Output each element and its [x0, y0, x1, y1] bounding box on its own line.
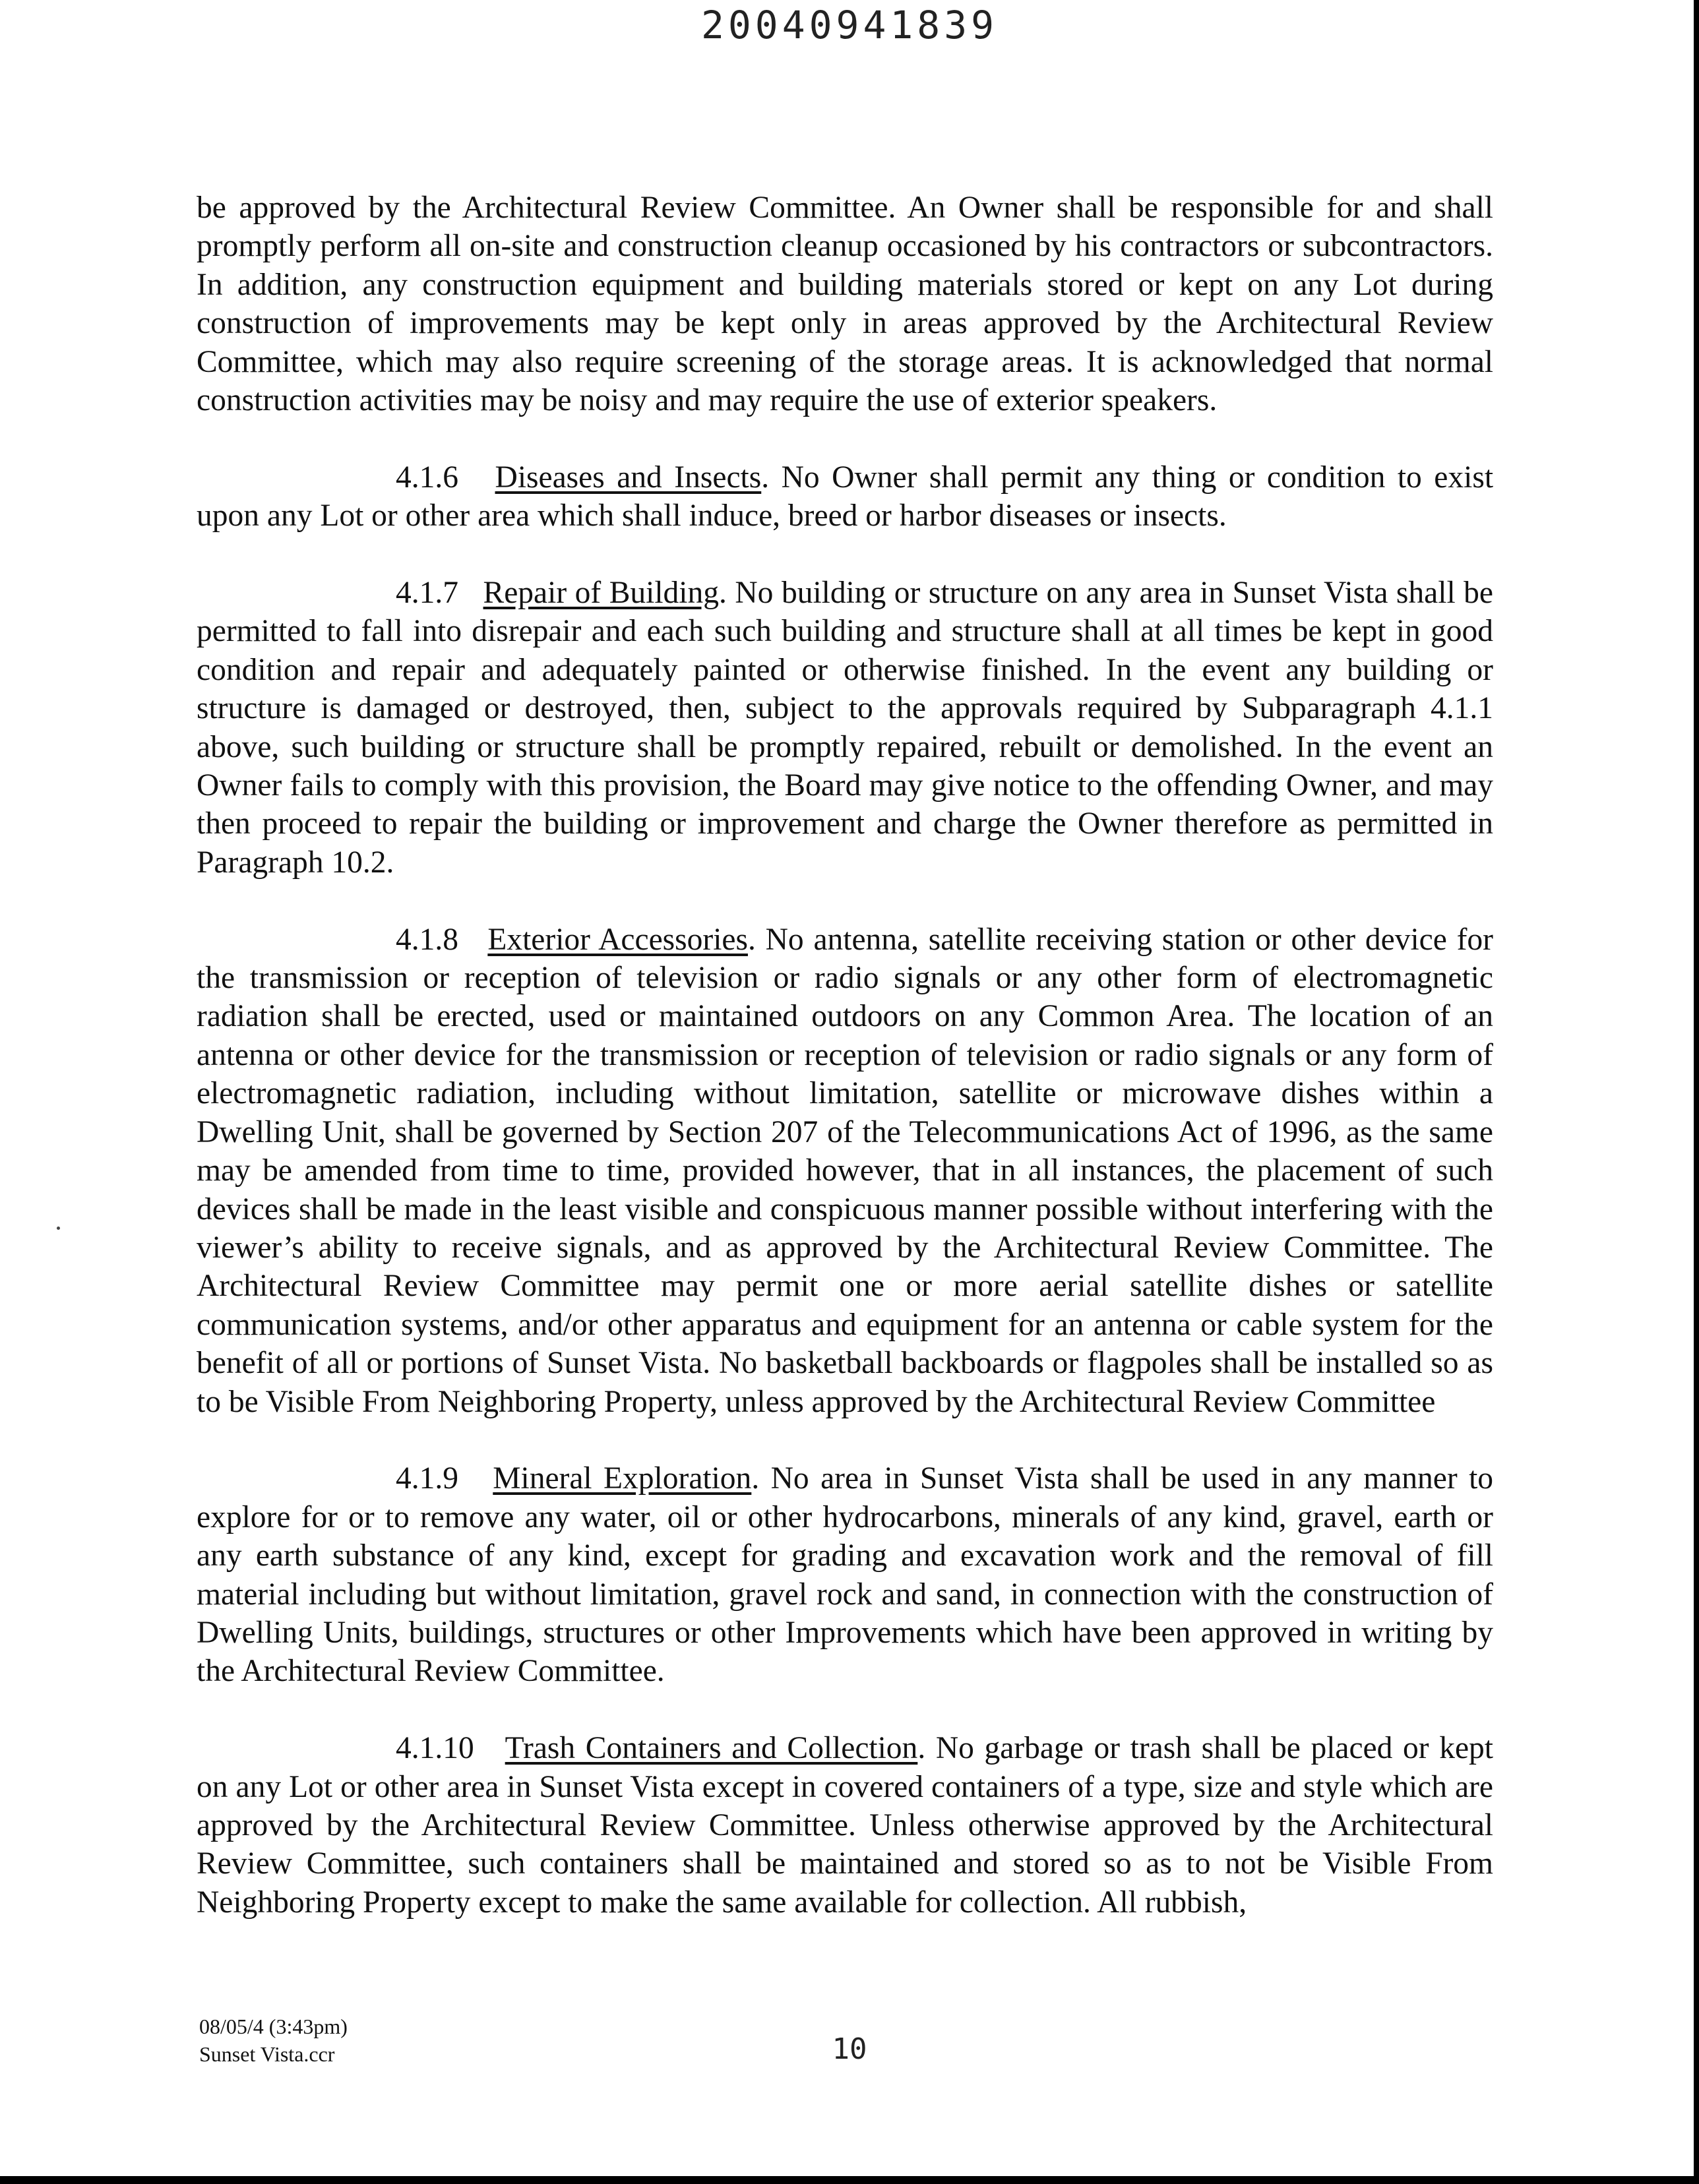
scan-edge-bottom — [0, 2176, 1699, 2184]
paragraph-text: . No area in Sunset Vista shall be used in any manner to explore for or to remove any water, oil or other hydrocarbons, minerals of any kind, gravel, earth or any earth substance of any kind, except for grading and excavation work and the removal of fill material including but without limitation, gravel rock and sand, in connection with the construction of Dwelling Units, buildings, structures or other Improvements which have been approved in writing by the Architectural Review Committee. — [197, 1461, 1494, 1689]
section-4-1-7 — [197, 574, 1493, 882]
section-heading: Exterior Accessories — [487, 922, 748, 957]
footer-filename: Sunset Vista.ccr — [199, 2042, 335, 2066]
paragraph-text: be approved by the Architectural Review Committee. An Owner shall be responsible for and shall promptly perform all on-site and construction cleanup occasioned by his contractors or subcontractors. In addition, any construction equipment and building materials stored or kept on any Lot during construction of improvements may be kept only in areas approved by the Architectural Review Committee, which may also require screening of the storage areas. It is acknowledged that normal construction activities may be noisy and may require the use of exterior speakers. — [197, 191, 1493, 418]
section-number: 4.1.6 — [396, 460, 458, 495]
paragraph-text: . No antenna, satellite receiving station or other device for the transmission or reception of television or radio signals or any other form of electromagnetic radiation shall be erected, used or maintained outdoors on any Common Area. The location of an antenna or other device for the transmission or reception of television or radio signals or any form of electromagnetic radiation, including without limitation, satellite or microwave dishes within a Dwelling Unit, shall be governed by Section 207 of the Telecommunications Act of 1996, as the same may be amended from time to time, provided however, that in all instances, the placement of such devices shall be made in the least visible and conspicuous manner possible without interfering with the viewer’s ability to receive signals, and as approved by the Architectural Review Committee. The Architectural Review Committee may permit one or more aerial satellite dishes or satellite communication systems, and/or other apparatus and equipment for an antenna or cable system for the benefit of all or portions of Sunset Vista. No basketball backboards or flagpoles shall be installed so as to be Visible From Neighboring Property, unless approved by the Architectural Review Committee — [197, 922, 1493, 1419]
document-number: 20040941839 — [700, 3, 999, 47]
section-heading: Trash Containers and Collection — [505, 1731, 918, 1766]
paragraph-text: . No Owner shall permit any thing or condition to exist upon any Lot or other area which shall induce, breed or harbor diseases or insects. — [197, 460, 1494, 533]
section-heading: Diseases and Insects — [495, 460, 762, 495]
section-number: 4.1.10 — [396, 1731, 474, 1766]
section-number: 4.1.8 — [396, 922, 458, 957]
section-4-1-10 — [197, 1729, 1493, 1922]
section-number: 4.1.9 — [396, 1461, 458, 1496]
paragraph-text: . No building or structure on any area in Sunset Vista shall be permitted to fall into disrepair and each such building and structure shall at all times be kept in good condition and repair and adequately painted or otherwise finished. In the event any building or structure is damaged or destroyed, then, subject to the approvals required by Subparagraph 4.1.1 above, such building or structure shall be promptly repaired, rebuilt or demolished. In the event an Owner fails to comply with this provision, the Board may give notice to the offending Owner, and may then proceed to repair the building or improvement and charge the Owner therefore as permitted in Paragraph 10.2. — [197, 576, 1493, 880]
scan-speck — [57, 1227, 60, 1230]
section-4-1-6 — [197, 458, 1493, 535]
section-number: 4.1.7 — [396, 576, 458, 611]
section-4-1-9 — [197, 1459, 1493, 1690]
section-4-1-8 — [197, 921, 1493, 1421]
page-number: 10 — [832, 2032, 867, 2066]
document-body — [197, 189, 1493, 1960]
paragraph-continuation — [197, 189, 1493, 419]
paragraph-text: . No garbage or trash shall be placed or kept on any Lot or other area in Sunset Vista except in covered containers of a type, size and style which are approved by the Architectural Review Committee. Unless otherwise approved by the Architectural Review Committee, such containers shall be maintained and stored so as to not be Visible From Neighboring Property except to make the same available for collection. All rubbish, — [197, 1731, 1494, 1920]
section-heading: Mineral Exploration — [493, 1461, 752, 1496]
scan-edge-right — [1694, 0, 1699, 2184]
footer-date: 08/05/4 (3:43pm) — [199, 2015, 348, 2038]
section-heading: Repair of Building — [483, 576, 719, 611]
